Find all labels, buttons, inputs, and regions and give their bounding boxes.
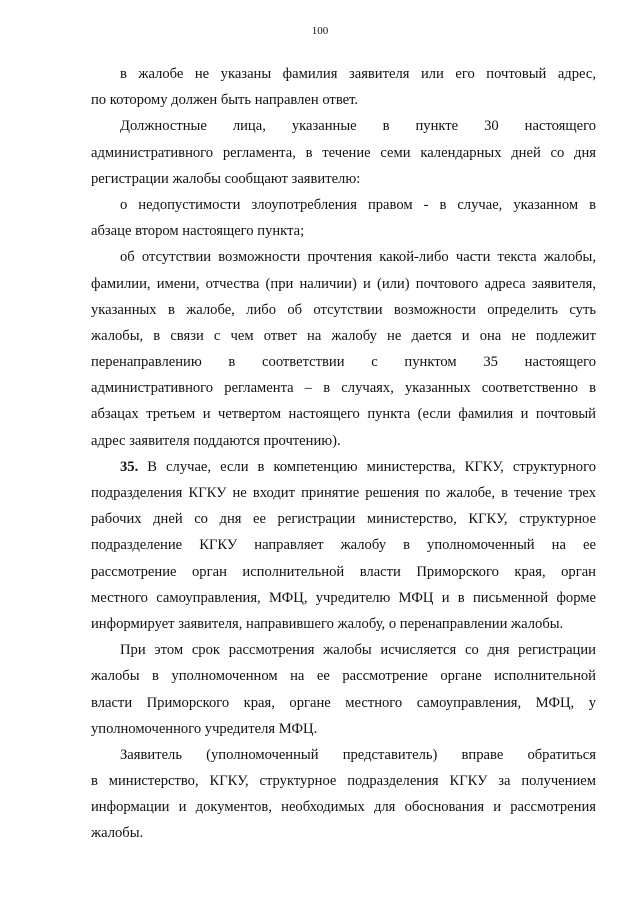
line-text: информирует заявителя, направившего жалобу, о перенаправлении жалобы. <box>91 615 564 632</box>
line-text: жалобы в уполномоченном на ее рассмотрение органе исполнительной <box>91 668 596 685</box>
text-line <box>91 794 596 820</box>
line-text: об отсутствии возможности прочтения какой-либо части текста жалобы, <box>120 249 596 266</box>
line-text: фамилии, имени, отчества (при наличии) и (или) почтового адреса заявителя, <box>91 275 596 292</box>
line-text: рабочих дней со дня ее регистрации министерство, КГКУ, структурное <box>91 511 596 528</box>
text-line <box>91 323 596 349</box>
text-line <box>91 506 596 532</box>
text-line <box>91 297 596 323</box>
text-line <box>91 349 596 375</box>
line-text: в жалобе не указаны фамилия заявителя или его почтовый адрес, <box>120 66 596 82</box>
line-text: в министерство, КГКУ, структурное подразделения КГКУ за получением <box>91 773 596 790</box>
line-text: Заявитель (уполномоченный представитель) вправе обратиться <box>120 746 596 763</box>
line-text: информации и документов, необходимых для обоснования и рассмотрения <box>91 799 596 816</box>
clause-number: 35. <box>120 458 139 475</box>
line-text: подразделение КГКУ направляет жалобу в уполномоченный на ее <box>91 537 596 554</box>
text-line <box>91 218 596 244</box>
text-line <box>91 532 596 558</box>
line-text: перенаправлению в соответствии с пунктом 35 настоящего <box>91 354 596 371</box>
line-text: указанных в жалобе, либо об отсутствии возможности определить суть <box>91 301 596 318</box>
line-text: местного самоуправления, МФЦ, учредителю МФЦ и в письменной форме <box>91 589 596 606</box>
text-line <box>91 559 596 585</box>
line-text: адрес заявителя поддаются прочтению). <box>91 432 341 449</box>
line-text: Должностные лица, указанные в пункте 30 настоящего <box>120 118 596 135</box>
line-text: уполномоченного учредителя МФЦ. <box>91 720 318 737</box>
text-line <box>91 690 596 716</box>
line-text: о недопустимости злоупотребления правом - в случае, указанном в <box>120 196 596 213</box>
text-line <box>91 585 596 611</box>
text-line <box>91 271 596 297</box>
text-line <box>91 637 596 663</box>
line-text: власти Приморского края, органе местного самоуправления, МФЦ, у <box>91 694 596 711</box>
line-text: административного регламента, в течение семи календарных дней со дня <box>91 144 596 161</box>
text-line <box>91 166 596 192</box>
line-text: При этом срок рассмотрения жалобы исчисляется со дня регистрации <box>120 642 596 659</box>
text-line <box>91 768 596 794</box>
line-text: абзацах третьем и четвертом настоящего пункта (если фамилия и почтовый <box>91 406 596 423</box>
line-text: регистрации жалобы сообщают заявителю: <box>91 170 361 187</box>
text-line <box>91 87 596 113</box>
line-text: рассмотрение орган исполнительной власти Приморского края, орган <box>91 563 596 580</box>
line-text: В случае, если в компетенцию министерства, КГКУ, структурного <box>138 458 596 475</box>
text-line <box>91 454 596 480</box>
text-line <box>91 61 596 87</box>
text-line <box>91 611 596 637</box>
text-line <box>91 244 596 270</box>
text-line <box>91 375 596 401</box>
text-line <box>91 113 596 139</box>
text-line <box>91 140 596 166</box>
text-line <box>91 716 596 742</box>
text-line <box>91 428 596 454</box>
line-text: жалобы, в связи с чем ответ на жалобу не дается и она не подлежит <box>91 327 596 344</box>
line-text: абзаце втором настоящего пункта; <box>91 223 305 240</box>
text-line <box>91 480 596 506</box>
line-text: подразделения КГКУ не входит принятие решения по жалобе, в течение трех <box>91 485 596 501</box>
text-line <box>91 401 596 427</box>
text-line <box>91 192 596 218</box>
page-number: 100 <box>311 25 329 37</box>
document-body <box>91 61 596 847</box>
text-line <box>91 663 596 689</box>
text-line <box>91 820 596 846</box>
text-line <box>91 742 596 768</box>
line-text: административного регламента – в случаях, указанных соответственно в <box>91 380 596 397</box>
line-text: по которому должен быть направлен ответ. <box>91 92 359 109</box>
line-text: жалобы. <box>91 825 144 842</box>
